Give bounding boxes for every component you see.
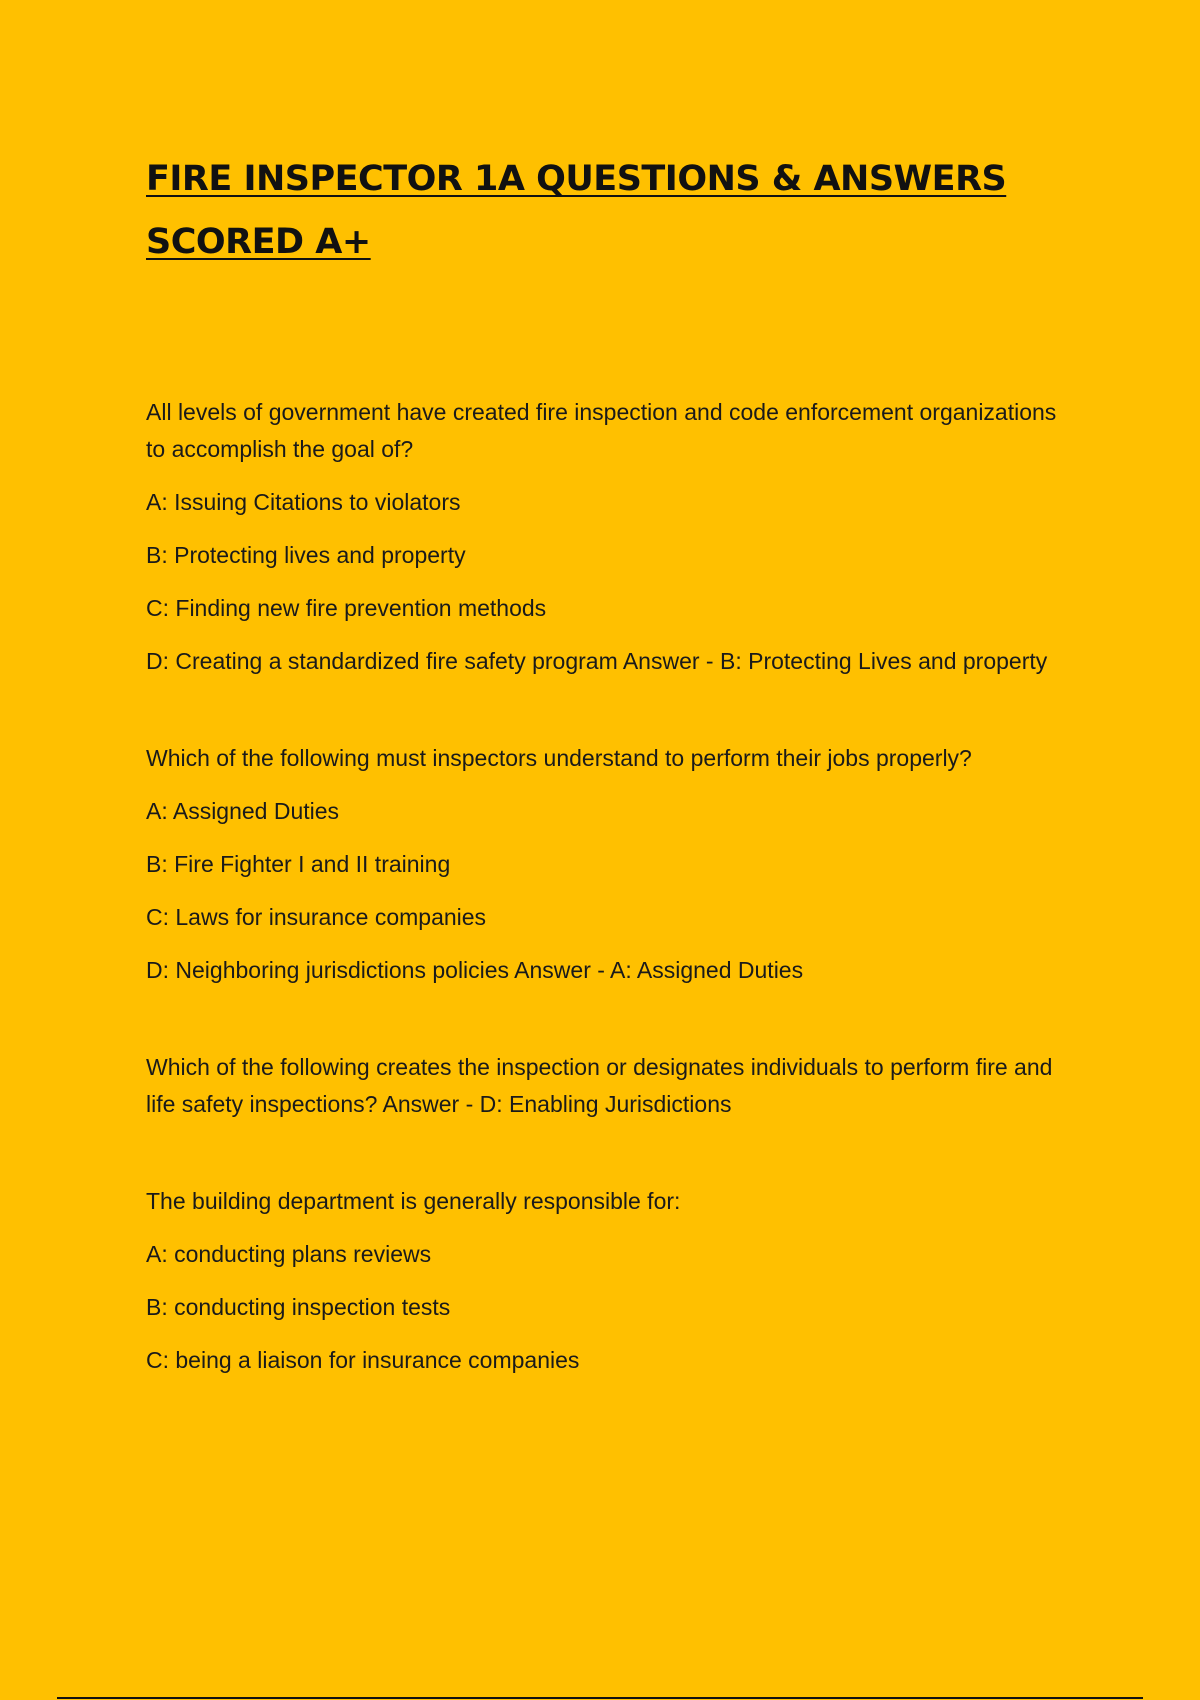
question-block-2 [146,740,1066,989]
question-list [146,394,1066,1439]
answer-option-c: C: Finding new fire prevention methods [146,595,547,621]
document-title: FIRE INSPECTOR 1A QUESTIONS & ANSWERS SCORED A+ [146,159,1007,262]
footer-divider [57,1697,1143,1699]
question-text: All levels of government have created fire inspection and code enforcement organizations to accomplish the goal of? [146,399,1057,462]
question-block-4 [146,1183,1066,1379]
answer-option-a: A: conducting plans reviews [146,1241,432,1267]
answer-option-d: D: Creating a standardized fire safety program Answer - B: Protecting Lives and property [146,648,1048,674]
answer-option-d: D: Neighboring jurisdictions policies Answer - A: Assigned Duties [146,957,804,983]
answer-option-c: C: Laws for insurance companies [146,904,487,930]
answer-option-b: B: conducting inspection tests [146,1294,451,1320]
answer-option-c: C: being a liaison for insurance companies [146,1347,580,1373]
question-block-3 [146,1049,1066,1123]
answer-option-b: B: Fire Fighter I and II training [146,851,451,877]
question-text: The building department is generally responsible for: [146,1188,681,1214]
answer-option-a: A: Issuing Citations to violators [146,489,461,515]
question-block-1 [146,394,1066,680]
answer-option-b: B: Protecting lives and property [146,542,466,568]
answer-option-a: A: Assigned Duties [146,798,340,824]
question-text: Which of the following must inspectors understand to perform their jobs properly? [146,745,972,771]
question-text: Which of the following creates the inspection or designates individuals to perform fire and life safety inspections? Answer - D: Enabling Jurisdictions [146,1054,1053,1117]
